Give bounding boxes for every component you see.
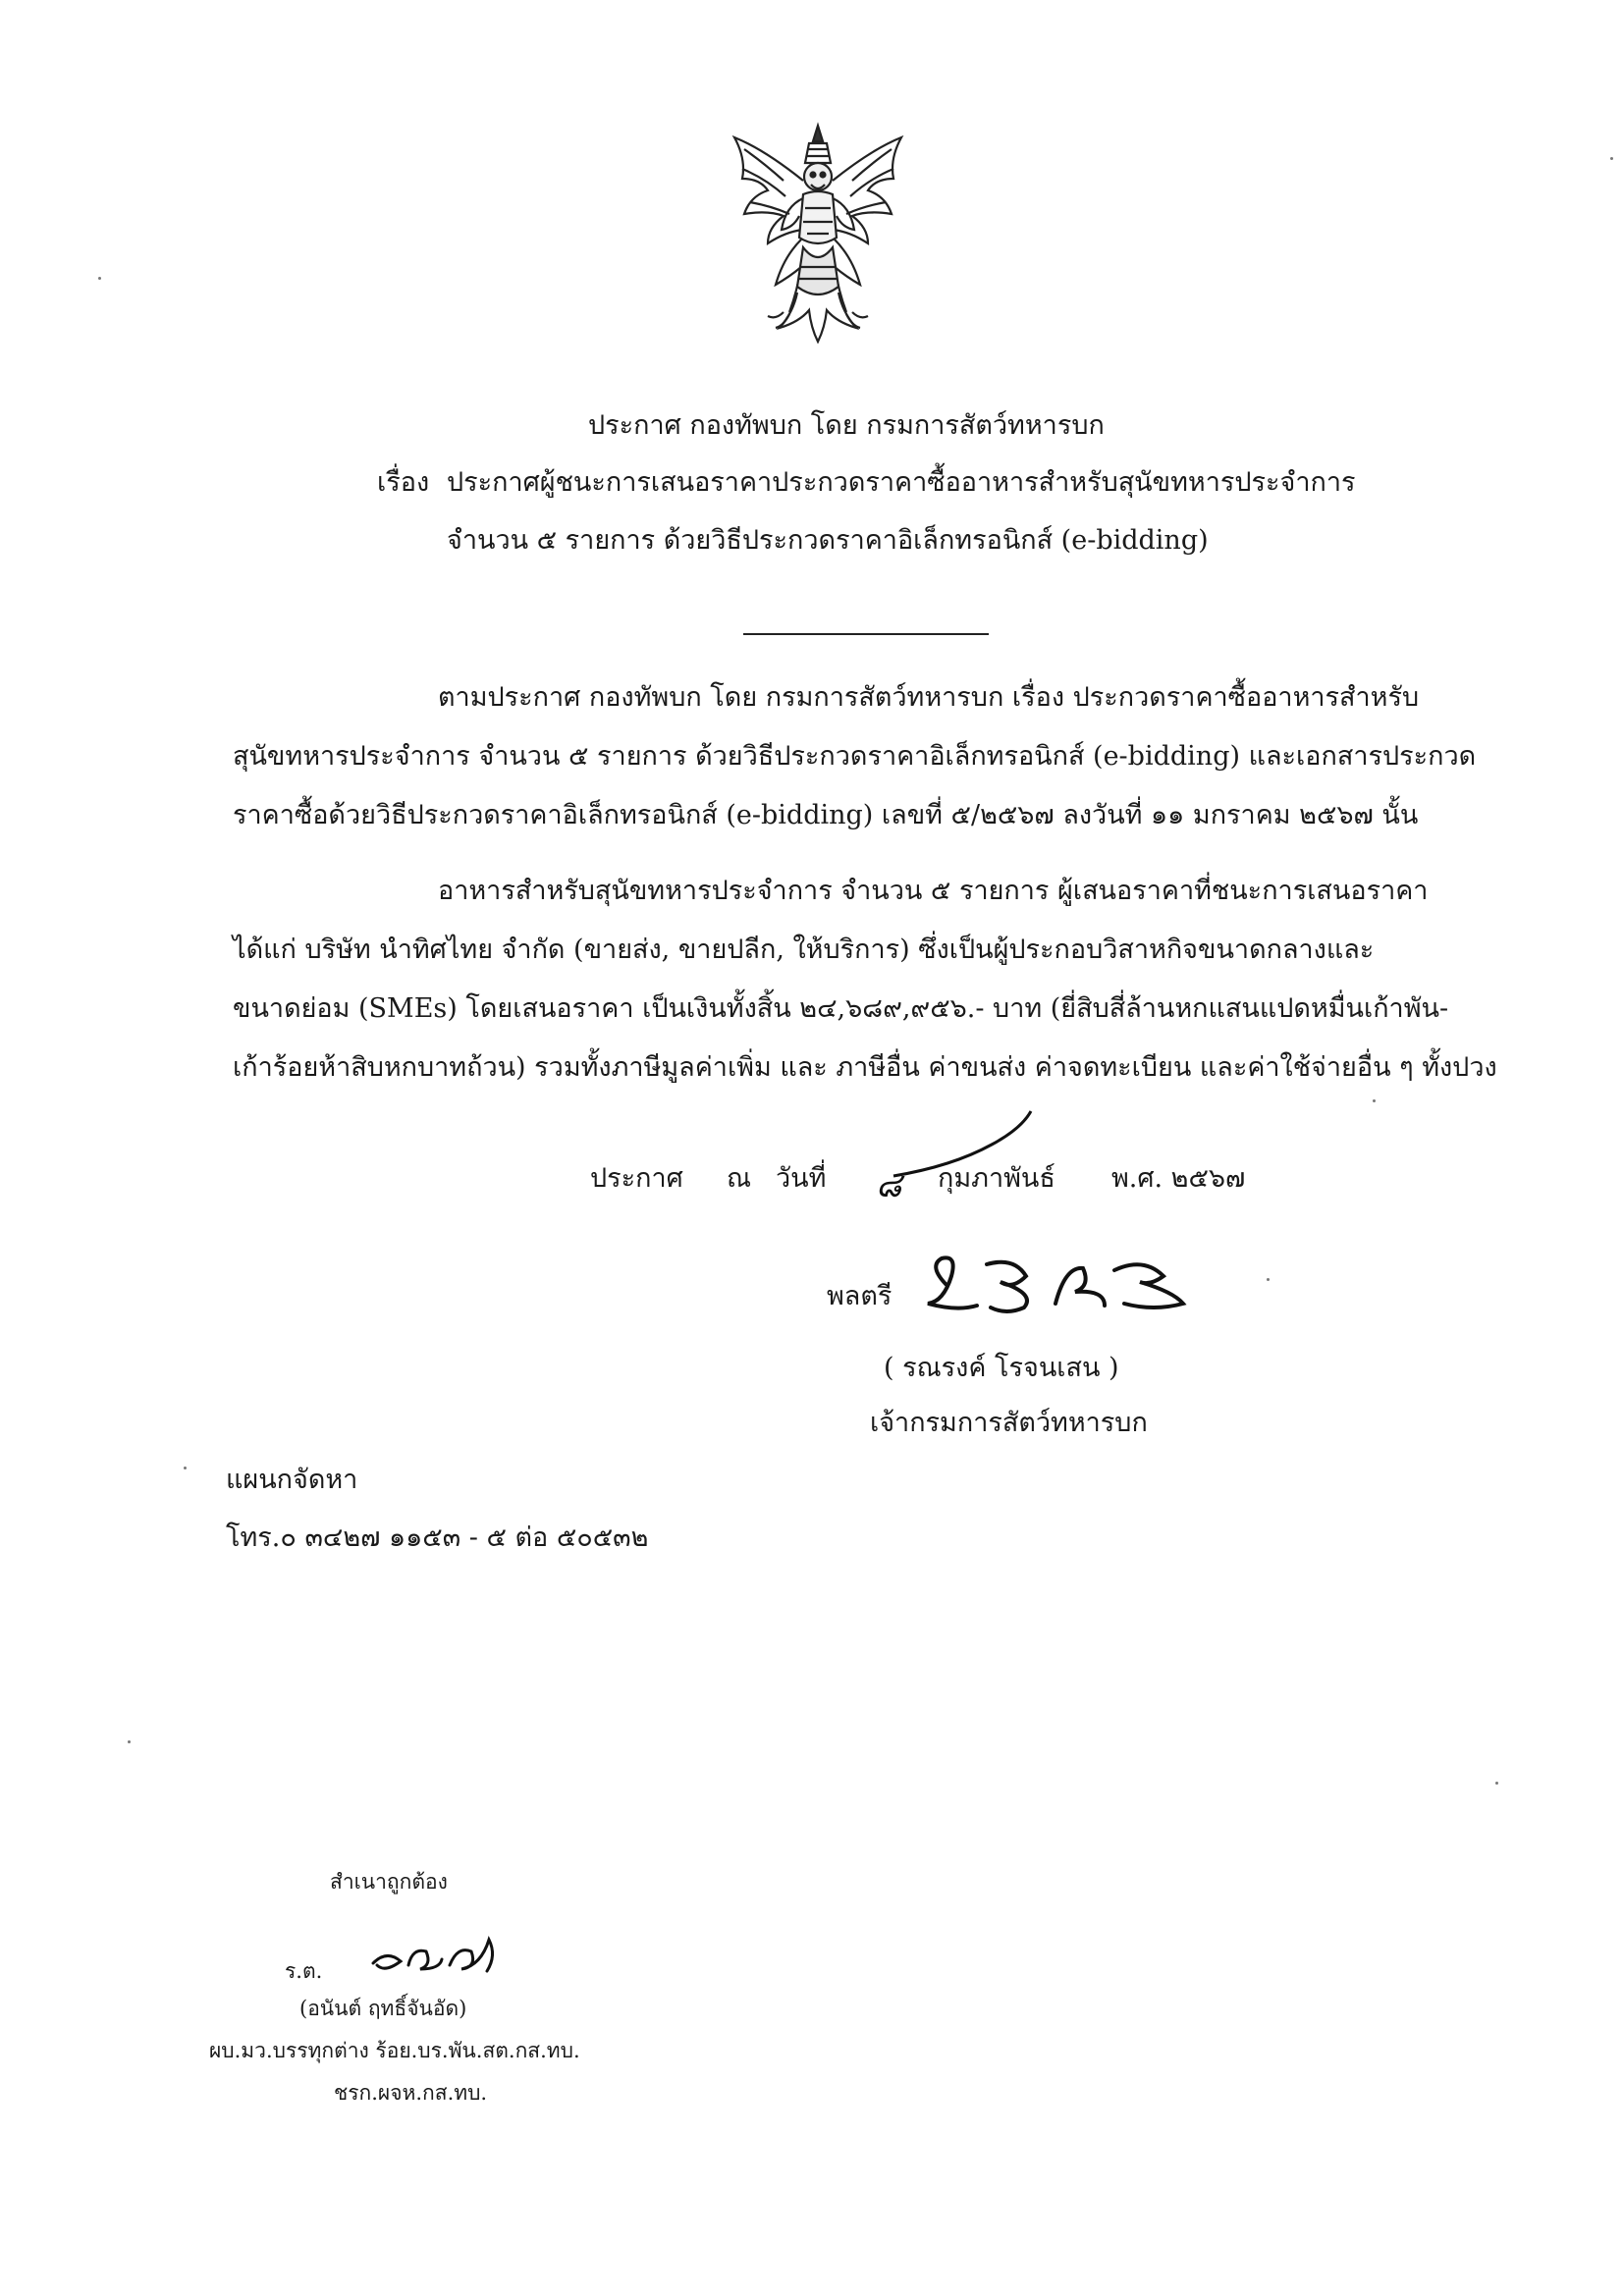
subject-text-line2: จำนวน ๕ รายการ ด้วยวิธีประกวดราคาอิเล็กทรอนิกส์ (e-bidding): [447, 525, 1209, 556]
dateline-announce: ประกาศ: [590, 1163, 683, 1194]
contact-section: แผนกจัดหา: [226, 1465, 358, 1495]
subject-label: เรื่อง: [377, 467, 430, 498]
scan-speck: [1373, 1099, 1376, 1102]
para1-line2: สุนัขทหารประจำการ จำนวน ๕ รายการ ด้วยวิธีประกวดราคาอิเล็กทรอนิกส์ (e-bidding) และเอกสารประกวด: [233, 741, 1477, 772]
contact-phone: โทร.๐ ๓๔๒๗ ๑๑๕๓ - ๕ ต่อ ๕๐๕๓๒: [226, 1522, 649, 1553]
para2-line4: เก้าร้อยห้าสิบหกบาทถ้วน) รวมทั้งภาษีมูลค่าเพิ่ม และ ภาษีอื่น ค่าขนส่ง ค่าจดทะเบียน และค่าใช้จ่ายอื่น ๆ ทั้งปวง: [233, 1052, 1497, 1083]
para1-line1: ตามประกาศ กองทัพบก โดย กรมการสัตว์ทหารบก เรื่อง ประกวดราคาซื้ออาหารสำหรับ: [438, 682, 1420, 713]
subject-text: ประกาศผู้ชนะการเสนอราคาประกวดราคาซื้ออาหารสำหรับสุนัขทหารประจำการ: [447, 467, 1356, 498]
dateline-day-label: วันที่: [776, 1163, 827, 1194]
para2-line1: อาหารสำหรับสุนัขทหารประจำการ จำนวน ๕ รายการ ผู้เสนอราคาที่ชนะการเสนอราคา: [438, 876, 1429, 906]
scan-speck: [184, 1467, 187, 1469]
dateline-at: ณ: [727, 1163, 752, 1194]
signatory-rank: พลตรี: [827, 1281, 893, 1311]
dateline-month: กุมภาพันธ์: [938, 1163, 1055, 1194]
para2-line2: ได้แก่ บริษัท นำทิศไทย จำกัด (ขายส่ง, ขายปลีก, ให้บริการ) ซึ่งเป็นผู้ประกอบวิสาหกิจขนาดกลางและ: [233, 934, 1375, 965]
announcement-title: ประกาศ กองทัพบก โดย กรมการสัตว์ทหารบก: [588, 410, 1105, 441]
dateline-day-handwritten: ๘: [876, 1166, 902, 1205]
divider-rule: [743, 633, 989, 635]
signature-icon: [918, 1247, 1203, 1325]
certified-true-copy: สำเนาถูกต้อง: [330, 1870, 448, 1894]
scan-speck: [128, 1740, 131, 1743]
scan-speck: [1267, 1278, 1270, 1281]
certifier-signature-icon: [363, 1926, 511, 1983]
certifier-position2: ชรก.ผจห.กส.ทบ.: [334, 2081, 488, 2105]
certifier-position1: ผบ.มว.บรรทุกต่าง ร้อย.บร.พัน.สต.กส.ทบ.: [209, 2039, 580, 2062]
certifier-rank: ร.ต.: [285, 1959, 323, 1983]
scan-speck: [1610, 157, 1613, 160]
signatory-position: เจ้ากรมการสัตว์ทหารบก: [870, 1408, 1148, 1438]
scan-speck: [98, 277, 101, 280]
signatory-name: ( รณรงค์ โรจนเสน ): [884, 1353, 1119, 1383]
scan-speck: [1495, 1782, 1498, 1785]
garuda-emblem-icon: [725, 120, 911, 347]
para2-line3: ขนาดย่อม (SMEs) โดยเสนอราคา เป็นเงินทั้งสิ้น ๒๔,๖๘๙,๙๕๖.- บาท (ยี่สิบสี่ล้านหกแสนแปดหมื่นเก้าพัน-: [233, 993, 1449, 1024]
para1-line3: ราคาซื้อด้วยวิธีประกวดราคาอิเล็กทรอนิกส์ (e-bidding) เลขที่ ๕/๒๕๖๗ ลงวันที่ ๑๑ มกราคม ๒๕๖๗ นั้น: [233, 800, 1419, 830]
dateline-year: พ.ศ. ๒๕๖๗: [1111, 1163, 1246, 1194]
certifier-name: (อนันต์ ฤทธิ์จันอัด): [299, 1997, 467, 2020]
